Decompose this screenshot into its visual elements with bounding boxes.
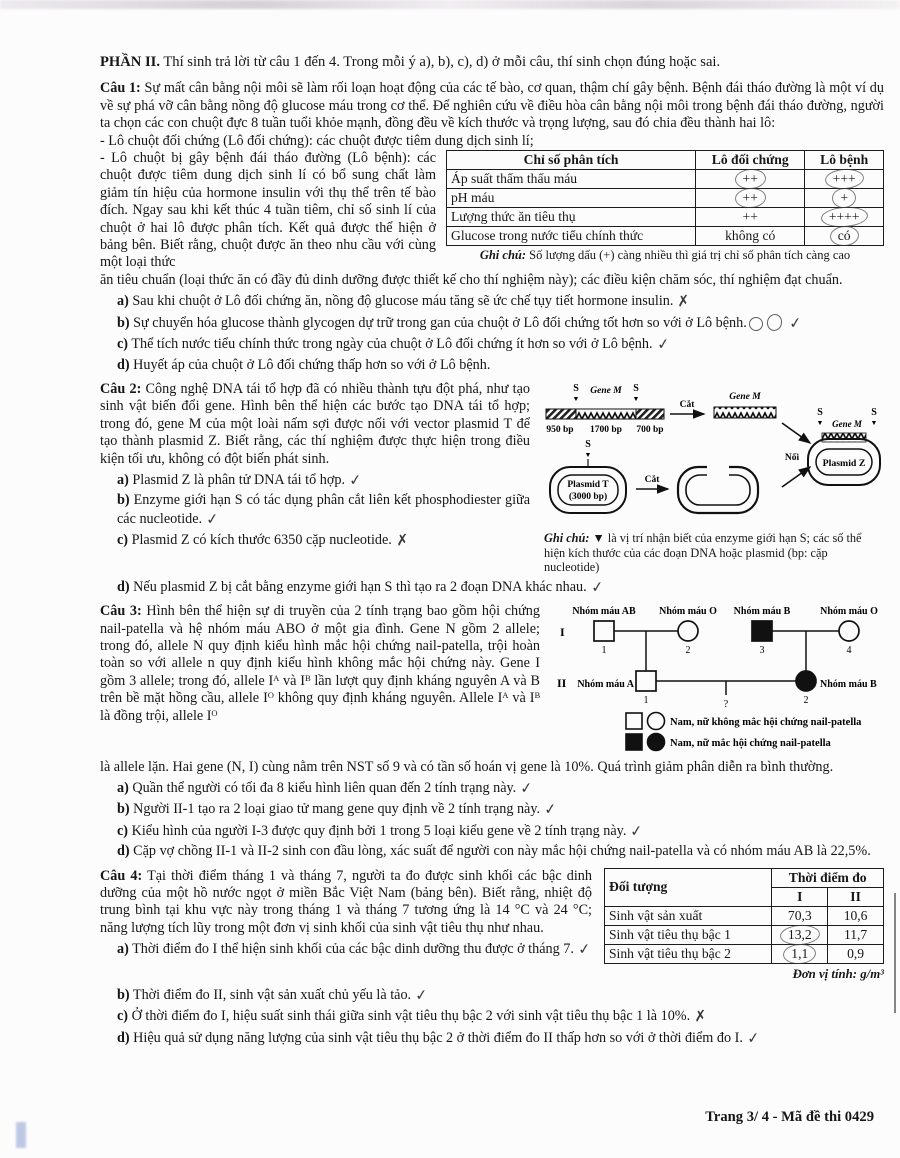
restriction-site-icon: ▼ xyxy=(572,394,580,403)
item-text: Thời điểm đo I thể hiện sinh khối của các bậc dinh dưỡng thu được ở tháng 7. xyxy=(132,941,574,958)
part-header xyxy=(100,54,884,71)
handwritten-mark: ✗ xyxy=(676,291,691,311)
table-header-cell: II xyxy=(828,887,884,906)
handwritten-circled-value: có xyxy=(837,228,851,244)
note-text: Số lượng dấu (+) càng nhiều thì giá trị chỉ số phân tích càng cao xyxy=(526,248,851,263)
handwritten-mark: ✓ xyxy=(348,470,363,490)
q4-label: Câu 4: xyxy=(100,867,143,884)
handwritten-mark: ✓ xyxy=(787,313,803,333)
restriction-site-icon: ▼ xyxy=(816,418,824,427)
item-text: Ở thời điểm đo I, hiệu suất sinh thái giữa sinh vật tiêu thụ bậc 2 với sinh vật tiêu thụ bậc 1 là 10%. xyxy=(131,1008,691,1025)
q1-right-column xyxy=(446,150,884,263)
part-text: Thí sinh trả lời từ câu 1 đến 4. Trong mỗi ý a), b), c), d) ở mỗi câu, thí sinh chọn đúng hoặc sai. xyxy=(163,54,721,70)
size-label: 1700 bp xyxy=(590,424,622,435)
enzyme-site-label: S xyxy=(871,406,877,418)
dna-segment-left xyxy=(546,409,576,419)
q4-intro-text: Tại thời điểm tháng 1 và tháng 7, người ta đo được sinh khối các bậc dinh dưỡng của một hồ nước ngọt ở miền Bắc Việt Nam (bảng bên). Biết rằng, nhiệt độ trung bình tại khu vực này trong tháng 1 và tháng 7 tương ứng là 14 °C và 24 °C; năng lượng tích lũy trong một đơn vị sinh khối của sinh vật tiêu thụ như nhau. xyxy=(100,867,592,936)
table-cell xyxy=(805,227,884,246)
item-text: Sự chuyển hóa glucose thành glycogen dự trữ trong gan của chuột ở Lô đối chứng tốt hơn so với ở Lô bệnh. xyxy=(133,314,747,331)
table-cell: pH máu xyxy=(447,189,696,208)
table-cell: Áp suất thẩm thấu máu xyxy=(447,170,696,189)
item-label: b) xyxy=(117,314,130,331)
table-header-cell: Thời điểm đo xyxy=(772,868,884,887)
table-row xyxy=(605,925,884,944)
item-text: Nếu plasmid Z bị cắt bằng enzyme giới hạn S thì tạo ra 2 đoạn DNA khác nhau. xyxy=(133,578,587,595)
q4-table-column xyxy=(604,868,884,983)
item-text: Quần thể người có tối đa 8 kiểu hình liên quan đến 2 tính trạng này. xyxy=(132,780,517,797)
item-label: c) xyxy=(117,532,129,549)
item-label: b) xyxy=(117,492,130,509)
q1-label: Câu 1: xyxy=(100,80,141,97)
q3-item-a xyxy=(100,779,884,797)
plasmid-t-label: Plasmid T xyxy=(567,479,609,490)
handwritten-circled-value: ++++ xyxy=(828,209,860,225)
q2-figure-column xyxy=(540,381,884,575)
q4-biomass-table xyxy=(604,868,884,964)
join-arrow-top xyxy=(782,423,810,443)
q2-intro-text: Công nghệ DNA tái tổ hợp đã có nhiều thành tựu đột phá, như tạo sinh vật biến đổi gene. Hình bên thể hiện các bước tạo DNA tái tổ hợp; trong đó, gene M của một loài nấm sợi được nối với vector plasmid T để tạo thành plasmid Z. Biết rằng, các thí nghiệm được thực hiện trong điều kiện tối ưu, không có đột biến phát sinh. xyxy=(100,380,530,467)
cut-label: Cắt xyxy=(644,474,660,485)
table-header-cell: Đối tượng xyxy=(605,868,772,906)
blood-type-label: Nhóm máu A xyxy=(577,679,634,691)
table-cell: 10,6 xyxy=(828,906,884,925)
handwritten-circled-value: ++ xyxy=(742,190,758,206)
q2-figure-note xyxy=(540,531,884,575)
individual-number: 1 xyxy=(601,645,607,657)
table-cell xyxy=(772,925,828,944)
item-text: Thể tích nước tiểu chính thức trong ngày của chuột ở Lô đối chứng ít hơn so với ở Lô bệnh. xyxy=(131,336,653,353)
table-cell xyxy=(805,208,884,227)
female-unaffected-i4 xyxy=(839,621,859,641)
item-label: a) xyxy=(117,471,129,488)
q1-cont-text: ăn tiêu chuẩn (loại thức ăn có đầy đủ dinh dưỡng được thiết kế cho thí nghiệm này); các điều kiện chăm sóc, thí nghiệm đạt chuẩn. xyxy=(100,271,843,288)
handwritten-mark: ✓ xyxy=(414,985,429,1005)
restriction-site-icon: ▼ xyxy=(632,394,640,403)
pedigree-chart xyxy=(546,603,884,753)
individual-number: 4 xyxy=(846,645,852,657)
q1-left-column xyxy=(100,150,446,272)
gene-m-segment xyxy=(576,409,636,419)
table-row xyxy=(605,906,884,925)
item-text: Huyết áp của chuột ở Lô đối chứng thấp hơn so với ở Lô bệnh. xyxy=(133,356,491,373)
legend-text: Nam, nữ không mắc hội chứng nail-patella xyxy=(670,717,862,729)
q4-unit-note: Đơn vị tính: g/m³ xyxy=(792,966,884,981)
gene-m-fragment xyxy=(714,407,776,418)
item-text: Enzyme giới hạn S có tác dụng phân cắt liên kết phosphodiester giữa các nucleotide. xyxy=(117,492,530,527)
q3-item-d xyxy=(100,843,884,860)
generation-label: I xyxy=(560,625,565,640)
q2-item-a xyxy=(100,471,530,489)
handwritten-mark: ✓ xyxy=(543,799,558,820)
item-label: d) xyxy=(117,1029,130,1046)
table-cell xyxy=(772,944,828,963)
q2-two-column xyxy=(100,381,884,575)
q1-item-c xyxy=(100,335,884,353)
table-cell xyxy=(696,189,805,208)
table-cell: 11,7 xyxy=(828,925,884,944)
table-cell: ++ xyxy=(696,208,805,227)
item-text: Người II-1 tạo ra 2 loại giao tử mang gene quy định về 2 tính trạng này. xyxy=(133,801,541,818)
q2-label: Câu 2: xyxy=(100,380,142,397)
dna-recombination-figure xyxy=(540,381,884,523)
enzyme-site-label: S xyxy=(573,382,579,394)
handwritten-circled-value: 13,2 xyxy=(787,926,812,942)
q1-item-a xyxy=(100,292,884,310)
table-cell: không có xyxy=(696,227,805,246)
q4-left-column xyxy=(100,868,604,959)
handwritten-mark: ✓ xyxy=(205,509,220,529)
table-row xyxy=(447,189,884,208)
item-text: Kiểu hình của người I-3 được quy định bởi 1 trong 5 loại kiểu gene về 2 tính trạng này. xyxy=(131,822,627,839)
handwritten-mark: ✓ xyxy=(745,1028,761,1048)
q1-intro xyxy=(100,80,884,132)
q1-left-text: - Lô chuột bị gây bệnh đái tháo đường (Lô bệnh): các chuột được tiêm dung dịch sinh lí có bổ sung chất làm giảm tín hiệu của hormone insulin với thụ thể trên tế bào đích. Ngay sau khi kết thúc 4 tuần tiêm, chỉ số sinh lí của chuột ở hai lô được phân tích. Kết quả được thể hiện ở bảng bên. Biết rằng, chuột được ăn theo nhu cầu với cùng một loại thức xyxy=(100,150,436,271)
q3-label: Câu 3: xyxy=(100,603,142,620)
handwritten-mark: ✓ xyxy=(589,577,605,597)
size-label: 700 bp xyxy=(636,424,664,435)
individual-number: 3 xyxy=(759,645,765,657)
male-affected-i3 xyxy=(752,621,772,641)
item-label: a) xyxy=(117,293,129,310)
individual-number: 2 xyxy=(685,645,691,657)
q3-cont-text: là allele lặn. Hai gene (N, I) cùng nằm trên NST số 9 và có tần số hoán vị gene là 10%. Quá trình giảm phân diễn ra bình thường. xyxy=(100,758,834,775)
legend-square-affected xyxy=(626,734,642,750)
q1-two-column xyxy=(100,150,884,272)
table-cell xyxy=(805,189,884,208)
table-cell xyxy=(805,170,884,189)
q4-item-a xyxy=(100,940,592,958)
question-1 xyxy=(100,80,884,374)
question-2 xyxy=(100,381,884,596)
item-label: d) xyxy=(117,356,130,373)
restriction-site-icon: ▼ xyxy=(870,418,878,427)
scan-artifact-blue xyxy=(16,1122,26,1148)
item-label: c) xyxy=(117,822,129,839)
q3-left-column xyxy=(100,603,546,725)
item-text: Plasmid Z có kích thước 6350 cặp nucleotide. xyxy=(131,532,392,549)
handwritten-circled-value: +++ xyxy=(832,171,856,187)
table-cell: Lượng thức ăn tiêu thụ xyxy=(447,208,696,227)
q1-item-d xyxy=(100,357,884,374)
table-cell: Sinh vật tiêu thụ bậc 1 xyxy=(605,925,772,944)
q2-left-column xyxy=(100,381,540,550)
gene-m-label: Gene M xyxy=(832,418,862,429)
blood-type-label: Nhóm máu O xyxy=(659,606,717,618)
q4-item-d xyxy=(100,1029,884,1047)
q1-results-table xyxy=(446,150,884,246)
item-label: a) xyxy=(117,780,129,797)
item-label: c) xyxy=(117,336,129,353)
enzyme-site-label: S xyxy=(585,438,591,450)
cut-label: Cắt xyxy=(679,399,695,410)
item-label: c) xyxy=(117,1008,129,1025)
table-row xyxy=(447,170,884,189)
handwritten-mark: ✗ xyxy=(693,1006,708,1027)
scan-artifact-edge xyxy=(894,893,896,1013)
q1-bullet-control: - Lô chuột đối chứng (Lô đối chứng): các chuột được tiêm dung dịch sinh lí; xyxy=(100,132,534,149)
plasmid-t-outer xyxy=(550,467,626,513)
scan-artifact-top xyxy=(0,0,900,9)
table-header-row xyxy=(605,868,884,887)
female-affected-ii2 xyxy=(796,671,816,691)
unknown-child-mark: ? xyxy=(723,699,729,711)
item-text: Plasmid Z là phân tử DNA tái tổ hợp. xyxy=(132,471,345,488)
legend-circle-unaffected xyxy=(648,713,665,730)
q2-item-c xyxy=(100,531,530,549)
table-row xyxy=(447,208,884,227)
note-label: Ghi chú: xyxy=(479,248,527,263)
join-arrow-bottom xyxy=(782,467,810,487)
table-cell xyxy=(696,170,805,189)
plasmid-z-label: Plasmid Z xyxy=(822,457,866,469)
plasmid-t-size: (3000 bp) xyxy=(568,491,608,502)
q2-item-d xyxy=(100,578,884,596)
generation-label: II xyxy=(557,676,567,691)
item-label: d) xyxy=(117,578,130,595)
blood-type-label: Nhóm máu B xyxy=(820,679,877,691)
item-text: Sau khi chuột ở Lô đối chứng ăn, nồng độ glucose máu tăng sẽ ức chế tụy tiết hormone insulin. xyxy=(132,293,674,310)
table-header-cell: Chỉ số phân tích xyxy=(447,151,696,170)
q3-intro xyxy=(100,603,540,725)
question-3 xyxy=(100,603,884,860)
enzyme-site-label: S xyxy=(633,382,639,394)
table-row xyxy=(447,227,884,246)
q1-item-b xyxy=(100,314,884,332)
handwritten-circled-value: 1,1 xyxy=(791,945,809,961)
q2-intro xyxy=(100,381,530,468)
female-unaffected-i2 xyxy=(678,621,698,641)
q3-pedigree-column xyxy=(546,603,884,758)
q4-item-c xyxy=(100,1007,884,1025)
blood-type-label: Nhóm máu AB xyxy=(572,606,636,618)
q1-intro-text: Sự mất cân bằng nội môi sẽ làm rối loạn hoạt động của các tế bào, cơ quan, thậm chí gây bệnh. Bệnh đái tháo đường là một ví dụ về sự phá vỡ cân bằng nồng độ glucose máu trong cơ thể. Để nghiên cứu về điều hòa cân bằng nội môi trong bệnh đái tháo đường, người ta chọn các con chuột đực 8 tuần tuổi khỏe mạnh, đồng đều về kích thước và trọng lượng, sau đó chia đều thành hai lô: xyxy=(100,80,884,132)
individual-number: 2 xyxy=(803,695,809,707)
handwritten-mark: ✗ xyxy=(394,530,410,550)
handwritten-mark: ✓ xyxy=(629,821,644,841)
table-cell: 0,9 xyxy=(828,944,884,963)
join-label: Nối xyxy=(784,452,800,463)
table-header-cell: Lô đối chứng xyxy=(696,151,805,170)
page-content xyxy=(100,54,884,1047)
item-label: b) xyxy=(117,801,130,818)
q1-table-note xyxy=(446,248,884,263)
q3-two-column xyxy=(100,603,884,758)
male-unaffected-i1 xyxy=(594,621,614,641)
gene-m-insert xyxy=(822,433,866,442)
item-label: a) xyxy=(117,941,129,958)
blood-type-label: Nhóm máu B xyxy=(733,606,791,618)
item-text: Cặp vợ chồng II-1 và II-2 sinh con đầu lòng, xác suất để người con này mắc hội chứng nail-patella và có nhóm máu AB là 22,5%. xyxy=(133,843,871,860)
open-plasmid-gap xyxy=(707,463,729,480)
q4-two-column xyxy=(100,868,884,983)
gene-m-label: Gene M xyxy=(590,385,622,396)
q3-item-b xyxy=(100,800,884,818)
table-header-row xyxy=(447,151,884,170)
male-unaffected-ii1 xyxy=(636,671,656,691)
handwritten-scribble xyxy=(747,317,785,330)
table-cell: 70,3 xyxy=(772,906,828,925)
item-label: b) xyxy=(117,987,130,1004)
item-text: Thời điểm đo II, sinh vật sản xuất chủ yếu là tảo. xyxy=(132,987,412,1004)
table-header-cell: I xyxy=(772,887,828,906)
q3-intro-text: Hình bên thể hiện sự di truyền của 2 tính trạng bao gồm hội chứng nail-patella và hệ nhóm máu ABO ở một gia đình. Gene N gồm 2 allele; trong đó, allele N quy định kiểu hình mắc hội chứng nail-patella, trội hoàn toàn so với allele n quy định kiểu hình không mắc hội chứng này. Gene I gồm 3 allele; trong đó, allele Iᴬ và Iᴮ lần lượt quy định kháng nguyên A và B trên bề mặt hồng cầu, allele Iᴼ không quy định kháng nguyên. Allele Iᴬ và Iᴮ là đồng trội, allele Iᴼ xyxy=(100,603,540,724)
individual-number: 1 xyxy=(643,695,649,707)
handwritten-circled-value: + xyxy=(840,190,848,206)
item-text: Hiệu quả sử dụng năng lượng của sinh vật tiêu thụ bậc 2 ở thời điểm đo II thấp hơn so với ở thời điểm đo I. xyxy=(133,1029,743,1046)
handwritten-circled-value: ++ xyxy=(742,171,758,187)
handwritten-mark: ✓ xyxy=(519,778,534,798)
part-label: PHẦN II. xyxy=(100,54,160,70)
table-cell: Sinh vật sản xuất xyxy=(605,906,772,925)
question-4 xyxy=(100,868,884,1048)
restriction-site-icon: ▼ xyxy=(584,450,592,459)
q3-item-c xyxy=(100,822,884,840)
legend-circle-affected xyxy=(648,734,665,751)
table-row xyxy=(605,944,884,963)
dna-segment-right xyxy=(636,409,664,419)
size-label: 950 bp xyxy=(546,424,574,435)
q4-item-b xyxy=(100,986,884,1004)
item-label: d) xyxy=(117,843,130,860)
handwritten-mark: ✓ xyxy=(655,334,671,354)
q2-item-b xyxy=(100,492,530,528)
note-label: Ghi chú: xyxy=(544,531,590,546)
legend-text: Nam, nữ mắc hội chứng nail-patella xyxy=(670,738,831,750)
blood-type-label: Nhóm máu O xyxy=(820,606,878,618)
table-header-cell: Lô bệnh xyxy=(805,151,884,170)
legend-square-unaffected xyxy=(626,713,642,729)
page-footer: Trang 3/ 4 - Mã đề thi 0429 xyxy=(705,1109,874,1125)
note-text: ▼ là vị trí nhận biết của enzyme giới hạn S; các số thể hiện kích thước của các đoạn DNA hoặc plasmid (bp: cặp nucleotide) xyxy=(544,531,862,575)
handwritten-mark: ✓ xyxy=(577,939,592,959)
q4-intro xyxy=(100,868,592,938)
enzyme-site-label: S xyxy=(817,406,823,418)
table-cell: Glucose trong nước tiểu chính thức xyxy=(447,227,696,246)
table-cell: Sinh vật tiêu thụ bậc 2 xyxy=(605,944,772,963)
gene-m-label: Gene M xyxy=(729,391,761,402)
